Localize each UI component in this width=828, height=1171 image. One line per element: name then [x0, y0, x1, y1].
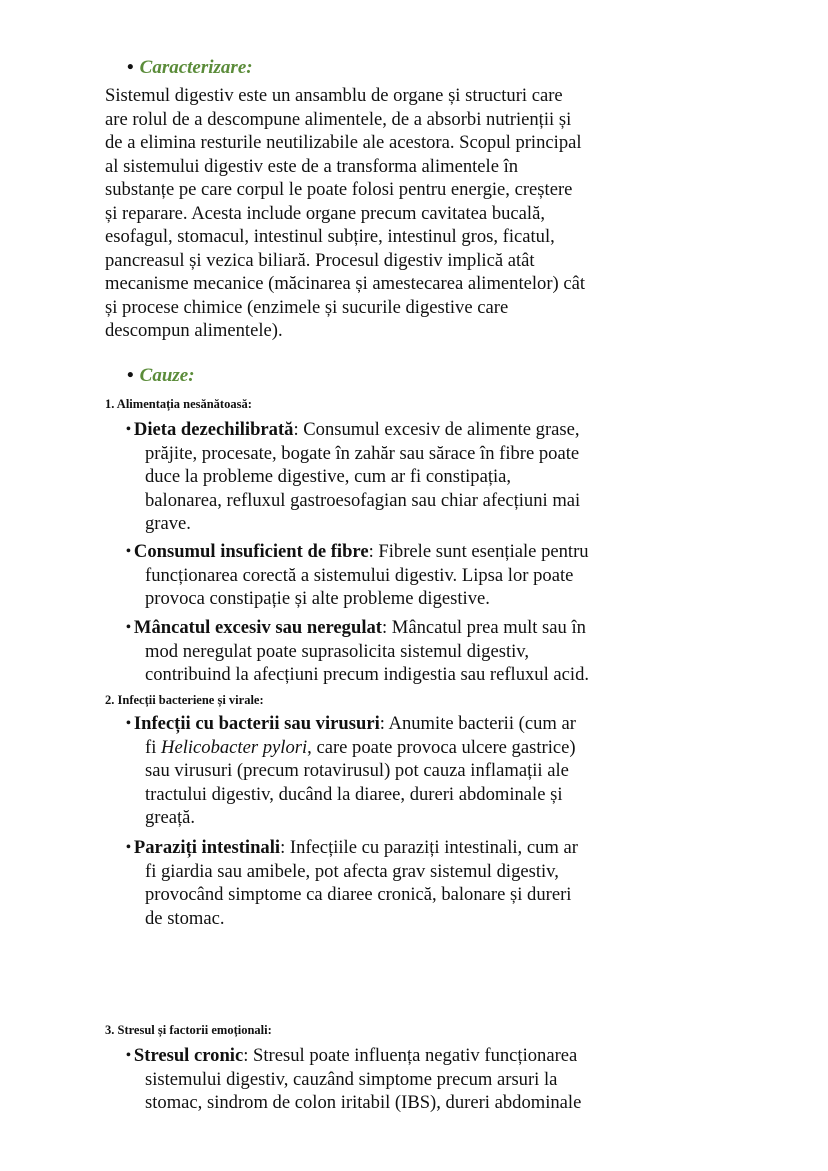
section-heading — [127, 364, 195, 388]
item-term: Stresul cronic — [133, 1045, 244, 1066]
list-item-line — [145, 587, 490, 611]
item-text: : Fibrele sunt esențiale pentru — [368, 541, 589, 562]
list-item — [126, 712, 576, 736]
heading-text: Caracterizare: — [139, 57, 253, 78]
paragraph-line: pancreasul și vezica biliară. Procesul digestiv implică atât — [105, 249, 535, 271]
item-text: contribuind la afecțiuni precum indigestia sau refluxul acid. — [145, 664, 590, 685]
list-item-line — [145, 663, 589, 687]
list-item-line — [145, 442, 579, 466]
item-text: : Consumul excesiv de alimente grase, — [293, 419, 580, 440]
paragraph-line: Sistemul digestiv este un ansamblu de organe și structuri care — [105, 85, 563, 106]
item-text: prăjite, procesate, bogate în zahăr sau sărace în fibre poate — [145, 442, 580, 464]
list-item-line — [145, 1091, 581, 1115]
paragraph-line: de a elimina resturile neutilizabile ale acestora. Scopul principal — [105, 132, 582, 153]
item-text: greață. — [145, 807, 196, 828]
item-text: balonarea, refluxul gastroesofagian sau chiar afecțiuni mai — [145, 489, 581, 511]
item-text: mod neregulat poate suprasolicita sistemul digestiv, — [145, 640, 530, 662]
item-text: : Infecțiile cu paraziți intestinali, cum ar — [280, 837, 578, 858]
list-item — [126, 836, 578, 860]
item-term: Dieta dezechilibrată — [133, 419, 294, 440]
list-item-line — [145, 860, 559, 884]
subsection-heading: 3. Stresul și factorii emoționali: — [105, 1023, 272, 1037]
paragraph-line: și procese chimice (enzimele și sucurile digestive care — [105, 296, 509, 318]
list-item — [126, 418, 580, 442]
item-term: Consumul insuficient de fibre — [133, 541, 369, 562]
list-item-line — [145, 759, 569, 783]
item-text: provocând simptome ca diaree cronică, balonare și dureri — [145, 884, 572, 905]
item-text: : Mâncatul prea mult sau în — [381, 617, 586, 638]
list-item-line — [145, 489, 580, 513]
bullet-icon: • — [126, 840, 131, 855]
list-item — [126, 616, 586, 640]
item-text: fi giardia sau amibele, pot afecta grav sistemul digestiv, — [145, 860, 559, 882]
item-text: , care poate provoca ulcere gastrice) — [307, 736, 576, 758]
item-text: sistemului digestiv, cauzând simptome precum arsuri la — [145, 1068, 558, 1090]
item-text: : Anumite bacterii (cum ar — [379, 713, 576, 734]
bullet-icon: • — [126, 716, 131, 731]
bullet-icon: • — [126, 1048, 131, 1063]
item-text: funcționarea corectă a sistemului digestiv. Lipsa lor poate — [145, 564, 574, 586]
paragraph-line: și reparare. Acesta include organe precum cavitatea bucală, — [105, 202, 545, 224]
list-item-line — [145, 465, 511, 489]
italic-term: Helicobacter pylori — [161, 736, 308, 758]
bullet-icon: • — [126, 422, 131, 437]
paragraph-line: descompun alimentele). — [105, 320, 283, 341]
list-item-line — [145, 1068, 557, 1092]
subsection-heading: 1. Alimentația nesănătoasă: — [105, 397, 252, 411]
list-item — [126, 540, 589, 564]
item-text: fi — [145, 736, 162, 758]
list-item-line — [145, 783, 563, 807]
subsection-heading: 2. Infecții bacteriene și virale: — [105, 693, 264, 707]
item-term: Paraziți intestinali — [133, 837, 281, 858]
paragraph-line: are rolul de a descompune alimentele, de a absorbi nutrienții și — [105, 108, 572, 130]
item-text: provoca constipație și alte probleme digestive. — [145, 588, 490, 609]
item-text: duce la probleme digestive, cum ar fi constipația, — [145, 466, 512, 487]
paragraph-line: substanțe pe care corpul le poate folosi pentru energie, creștere — [105, 179, 573, 200]
paragraph-line: esofagul, stomacul, intestinul subțire, intestinul gros, ficatul, — [105, 226, 555, 247]
item-text: : Stresul poate influența negativ funcționarea — [243, 1045, 578, 1066]
bullet-icon: • — [126, 544, 131, 559]
item-text: grave. — [145, 513, 191, 534]
list-item-line — [145, 883, 571, 907]
list-item — [126, 1044, 577, 1068]
section-heading — [127, 56, 253, 80]
item-text: de stomac. — [145, 907, 225, 929]
item-text: sau virusuri (precum rotavirusul) pot cauza inflamații ale — [145, 760, 569, 781]
paragraph-line: al sistemului digestiv este de a transforma alimentele în — [105, 155, 519, 177]
heading-text: Cauze: — [139, 365, 195, 386]
item-text: tractului digestiv, ducând la diaree, dureri abdominale și — [145, 783, 563, 805]
list-item-line — [145, 640, 529, 664]
paragraph-line: mecanisme mecanice (măcinarea și amestecarea alimentelor) cât — [105, 273, 586, 294]
bullet-icon: • — [126, 620, 131, 635]
list-item-line — [145, 512, 191, 536]
bullet-icon: • — [127, 57, 134, 78]
item-text: stomac, sindrom de colon iritabil (IBS), dureri abdominale — [145, 1092, 582, 1113]
bullet-icon: • — [127, 365, 134, 386]
item-term: Mâncatul excesiv sau neregulat — [133, 617, 382, 638]
list-item-line — [145, 907, 225, 931]
item-term: Infecții cu bacterii sau virusuri — [133, 713, 380, 734]
list-item-line — [145, 806, 195, 830]
list-item-line — [145, 564, 573, 588]
list-item-line — [145, 736, 576, 760]
